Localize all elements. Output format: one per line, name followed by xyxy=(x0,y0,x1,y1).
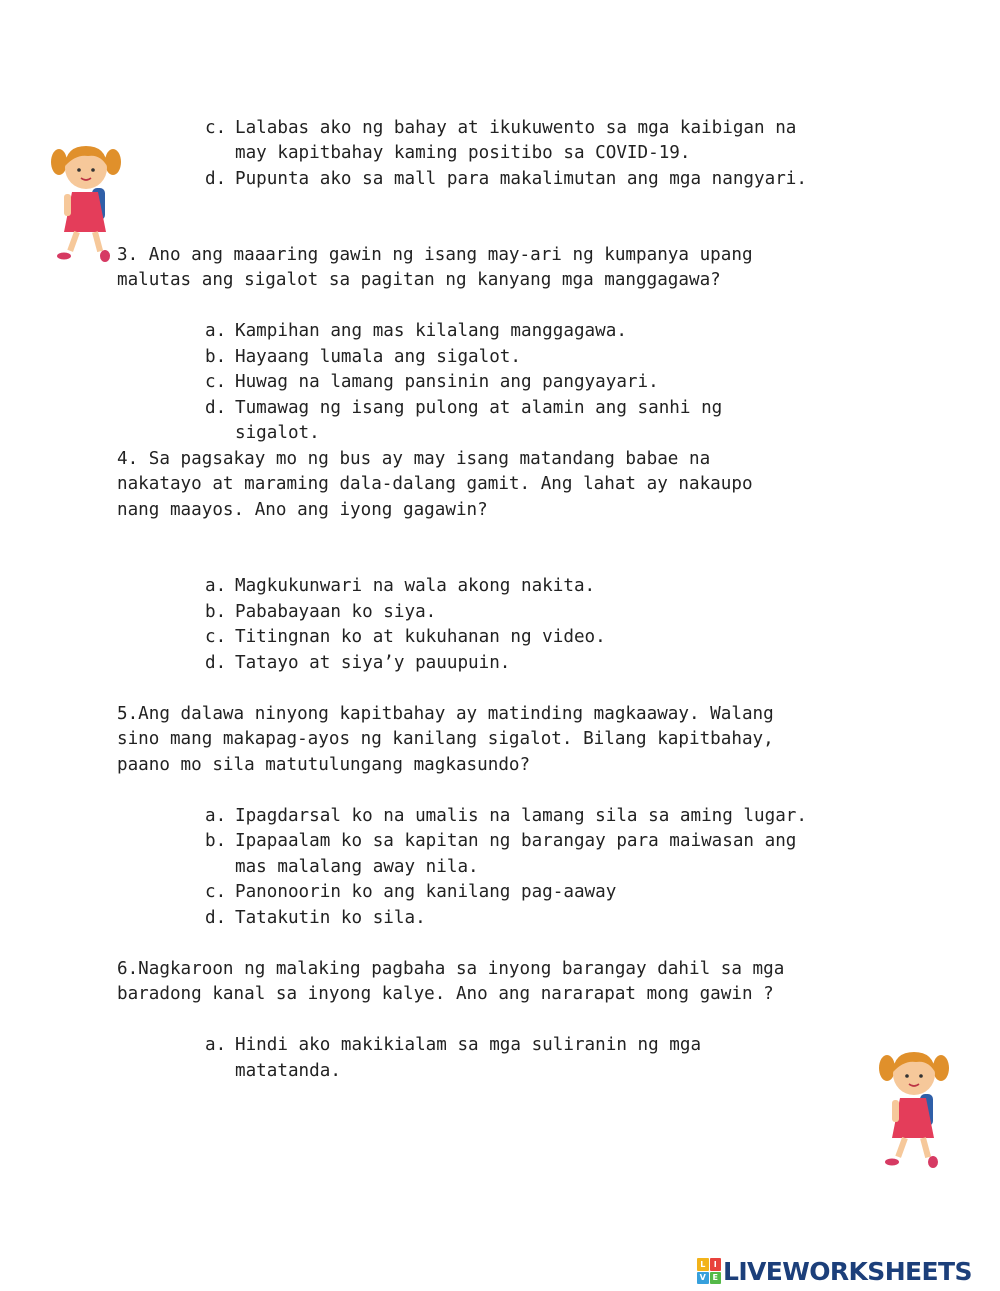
question-text: malutas ang sigalot sa pagitan ng kanyang mga manggagawa? xyxy=(117,270,721,290)
option-letter: c. xyxy=(205,118,227,138)
option-text: Huwag na lamang pansinin ang pangyayari. xyxy=(235,372,659,392)
option-text: Tatayo at siya’y pauupuin. xyxy=(235,653,511,673)
option-text: Tumawag ng isang pulong at alamin ang sanhi ng xyxy=(235,398,723,418)
question-text: baradong kanal sa inyong kalye. Ano ang nararapat mong gawin ? xyxy=(117,984,774,1004)
option-text: Hindi ako makikialam sa mga suliranin ng mga xyxy=(235,1035,702,1055)
option-text: Pupunta ako sa mall para makalimutan ang mga nangyari. xyxy=(235,169,807,189)
option-letter: a. xyxy=(205,1035,227,1055)
option-text: Ipapaalam ko sa kapitan ng barangay para maiwasan ang xyxy=(235,831,797,851)
question-text: 5.Ang dalawa ninyong kapitbahay ay matinding magkaaway. Walang xyxy=(117,704,774,724)
liveworksheets-logo-icon xyxy=(697,1258,721,1284)
option-text: may kapitbahay kaming positibo sa COVID-19. xyxy=(235,143,691,163)
option-letter: c. xyxy=(205,372,227,392)
question-text: 6.Nagkaroon ng malaking pagbaha sa inyong barangay dahil sa mga xyxy=(117,959,785,979)
option-letter: b. xyxy=(205,831,227,851)
question-text: nang maayos. Ano ang iyong gagawin? xyxy=(117,500,488,520)
logo-letter: I xyxy=(710,1258,722,1271)
option-letter: b. xyxy=(205,347,227,367)
option-letter: d. xyxy=(205,398,227,418)
liveworksheets-logo[interactable] xyxy=(697,1253,972,1289)
option-text: Magkukunwari na wala akong nakita. xyxy=(235,576,596,596)
option-letter: c. xyxy=(205,882,227,902)
option-text: Panonoorin ko ang kanilang pag-aaway xyxy=(235,882,617,902)
option-letter: a. xyxy=(205,806,227,826)
option-letter: a. xyxy=(205,576,227,596)
option-letter: d. xyxy=(205,653,227,673)
option-text: matatanda. xyxy=(235,1061,341,1081)
logo-letter: E xyxy=(710,1272,722,1285)
option-letter: d. xyxy=(205,908,227,928)
option-letter: a. xyxy=(205,321,227,341)
logo-letter: V xyxy=(697,1272,709,1285)
option-text: Pababayaan ko siya. xyxy=(235,602,437,622)
option-text: Tatakutin ko sila. xyxy=(235,908,426,928)
question-text: 4. Sa pagsakay mo ng bus ay may isang matandang babae na xyxy=(117,449,711,469)
logo-letter: L xyxy=(697,1258,709,1271)
option-text: Hayaang lumala ang sigalot. xyxy=(235,347,521,367)
option-text: mas malalang away nila. xyxy=(235,857,479,877)
girl-illustration-top xyxy=(50,140,122,264)
question-text: paano mo sila matutulungang magkasundo? xyxy=(117,755,531,775)
option-text: sigalot. xyxy=(235,423,320,443)
option-text: Kampihan ang mas kilalang manggagawa. xyxy=(235,321,627,341)
option-text: Ipagdarsal ko na umalis na lamang sila sa aming lugar. xyxy=(235,806,807,826)
option-letter: d. xyxy=(205,169,227,189)
logo-text: LIVEWORKSHEETS xyxy=(723,1256,972,1286)
question-text: 3. Ano ang maaaring gawin ng isang may-ari ng kumpanya upang xyxy=(117,245,753,265)
option-text: Lalabas ako ng bahay at ikukuwento sa mga kaibigan na xyxy=(235,118,797,138)
option-letter: c. xyxy=(205,627,227,647)
question-text: sino mang makapag-ayos ng kanilang sigalot. Bilang kapitbahay, xyxy=(117,729,774,749)
girl-illustration-bottom xyxy=(878,1046,950,1170)
question-text: nakatayo at maraming dala-dalang gamit. Ang lahat ay nakaupo xyxy=(117,474,753,494)
option-letter: b. xyxy=(205,602,227,622)
option-text: Titingnan ko at kukuhanan ng video. xyxy=(235,627,606,647)
